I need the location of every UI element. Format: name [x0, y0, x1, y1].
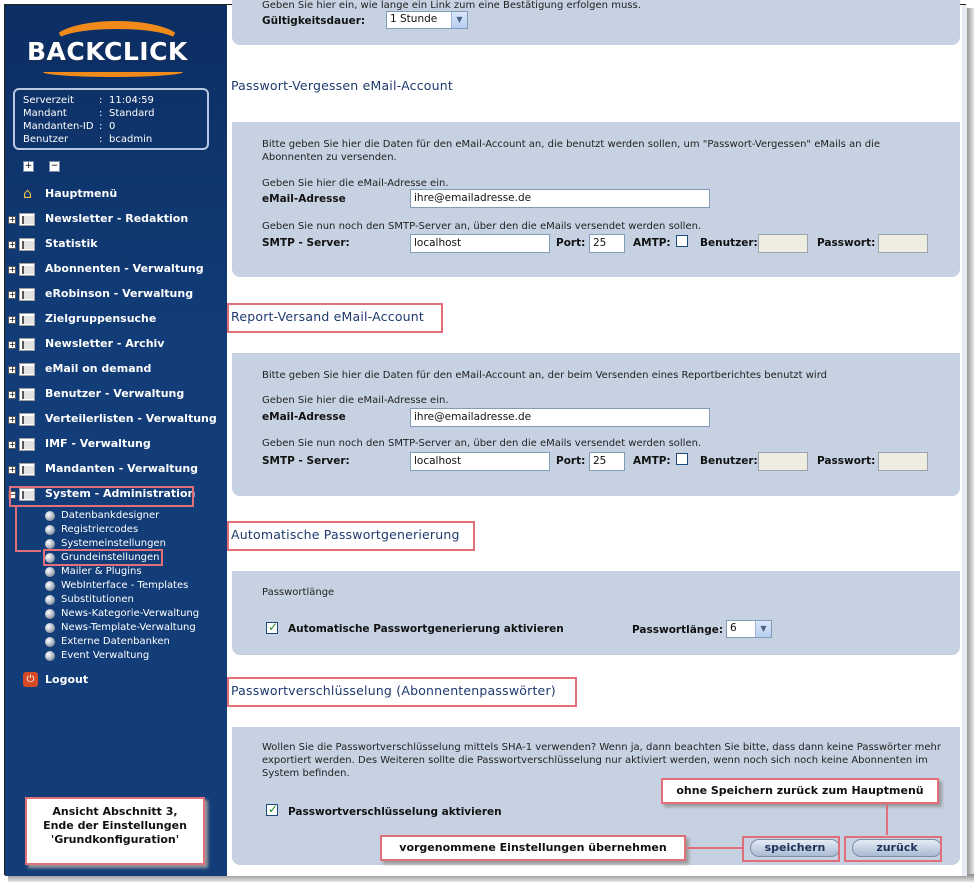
gear-icon — [45, 651, 55, 661]
expand-icon: + — [9, 365, 16, 374]
submenu-label: News-Kategorie-Verwaltung — [61, 608, 200, 619]
folder-icon — [19, 213, 35, 226]
menu-item-statistik[interactable] — [5, 235, 227, 255]
gear-icon — [45, 581, 55, 591]
menu-label: Statistik — [45, 237, 98, 250]
report-smtp-input[interactable]: localhost — [410, 452, 550, 471]
menu-label: Mandanten - Verwaltung — [45, 462, 199, 475]
submenu-label: Registriercodes — [61, 524, 139, 535]
gear-icon — [45, 525, 55, 535]
chevron-down-icon: ▼ — [755, 621, 771, 637]
logo — [23, 17, 203, 81]
amtp-label: AMTP: — [633, 455, 671, 467]
gear-icon — [45, 595, 55, 605]
encryption-checkbox-label: Passwortverschlüsselung aktivieren — [288, 806, 502, 818]
menu-item-hauptmenue[interactable] — [5, 185, 227, 205]
info-separator: : — [99, 108, 103, 119]
menu-label: eRobinson - Verwaltung — [45, 287, 194, 300]
menu-label: Logout — [45, 673, 89, 686]
menu-item-newsletter-archiv[interactable] — [5, 335, 227, 355]
menu-item-newsletter-redaktion[interactable] — [5, 210, 227, 230]
folder-icon — [19, 413, 35, 426]
report-amtp-checkbox[interactable] — [676, 453, 688, 465]
encryption-intro: Wollen Sie die Passwortverschlüsselung mittels SHA-1 verwenden? Wenn ja, dann beachten Sie bitte, dass dann keine Passwörter mehr exportiert werden. Des Weiteren sollte die Passwortverschlüsselung nur aktiviert werden, wenn noch sich noch keine Abonnenten im System befinden. — [262, 742, 941, 779]
expand-icon: + — [9, 465, 16, 474]
folder-icon — [19, 263, 35, 276]
section-title-report: Report-Versand eMail-Account — [231, 309, 425, 324]
pw-forgot-panel — [232, 122, 960, 277]
view-note-callout: Ansicht Abschnitt 3, Ende der Einstellungen 'Grundkonfiguration' — [25, 797, 205, 865]
expand-all-button[interactable]: + — [24, 161, 33, 171]
menu-label: System - Administration — [45, 487, 196, 500]
gear-icon — [45, 567, 55, 577]
menu-label: eMail on demand — [45, 362, 152, 375]
menu-label: Zielgruppensuche — [45, 312, 157, 325]
pw-length-value: 6 — [730, 622, 737, 634]
vertical-scrollbar[interactable] — [962, 5, 967, 876]
expand-icon: + — [9, 290, 16, 299]
sidebar — [5, 5, 227, 876]
validity-value: 1 Stunde — [390, 13, 438, 25]
expand-icon: + — [9, 340, 16, 349]
info-value: bcadmin — [109, 134, 153, 145]
highlight-grundeinstellungen — [43, 549, 163, 566]
menu-label: Abonnenten - Verwaltung — [45, 262, 204, 275]
menu-label: Benutzer - Verwaltung — [45, 387, 185, 400]
menu-item-verteilerlisten[interactable] — [5, 410, 227, 430]
info-row — [23, 94, 199, 107]
port-label: Port: — [556, 455, 586, 467]
menu-label: Hauptmenü — [45, 187, 118, 200]
annotation-arrow — [15, 507, 17, 551]
validity-select[interactable] — [386, 11, 468, 29]
validity-panel — [232, 0, 960, 45]
annotation-arrow — [886, 805, 888, 835]
info-key: Mandanten-ID — [23, 121, 94, 132]
port-label: Port: — [556, 237, 586, 249]
smtp-label: SMTP - Server: — [262, 237, 350, 249]
pw-length-label: Passwortlänge: — [632, 624, 724, 636]
info-key: Mandant — [23, 108, 67, 119]
submenu-label: Externe Datenbanken — [61, 636, 170, 647]
gear-icon — [45, 623, 55, 633]
user-label: Benutzer: — [700, 455, 758, 467]
pw-forgot-port-input[interactable]: 25 — [589, 234, 625, 253]
logo-swoosh — [43, 67, 183, 77]
expand-icon: + — [9, 440, 16, 449]
info-row — [23, 107, 199, 120]
report-port-input[interactable]: 25 — [589, 452, 625, 471]
pass-label: Passwort: — [817, 455, 876, 467]
info-row — [23, 133, 199, 146]
report-user-input[interactable] — [758, 452, 808, 471]
menu-item-mandanten[interactable] — [5, 460, 227, 480]
pw-length-select[interactable] — [726, 620, 772, 638]
validity-label: Gültigkeitsdauer: — [262, 15, 366, 27]
menu-item-imf[interactable] — [5, 435, 227, 455]
info-value: 0 — [109, 121, 116, 132]
collapse-all-button[interactable]: − — [50, 161, 59, 171]
encryption-checkbox[interactable] — [266, 804, 278, 816]
menu-item-benutzer[interactable] — [5, 385, 227, 405]
info-separator: : — [99, 134, 103, 145]
expand-icon: + — [9, 315, 16, 324]
report-panel — [232, 353, 960, 496]
email-hint: Geben Sie hier die eMail-Adresse ein. — [262, 395, 449, 406]
info-value: Standard — [109, 108, 155, 119]
pw-length-caption: Passwortlänge — [262, 587, 335, 598]
menu-label: Verteilerlisten - Verwaltung — [45, 412, 217, 425]
main-content — [227, 0, 967, 876]
save-note-callout: vorgenommene Einstellungen übernehmen — [380, 835, 686, 861]
submenu-label: Mailer & Plugins — [61, 566, 142, 577]
menu-label: Newsletter - Archiv — [45, 337, 165, 350]
info-key: Benutzer — [23, 134, 69, 145]
app-window — [4, 0, 966, 875]
submenu-label: Datenbankdesigner — [61, 510, 160, 521]
folder-icon — [19, 388, 35, 401]
pass-label: Passwort: — [817, 237, 876, 249]
pw-forgot-pass-input[interactable] — [878, 234, 928, 253]
autopw-checkbox[interactable] — [266, 622, 278, 634]
autopw-checkbox-label: Automatische Passwortgenerierung aktivieren — [288, 623, 564, 635]
gear-icon — [45, 609, 55, 619]
gear-icon — [45, 539, 55, 549]
submenu-label: News-Template-Verwaltung — [61, 622, 196, 633]
highlight-back-button — [844, 836, 942, 862]
autopw-panel — [232, 571, 960, 655]
home-icon: ⌂ — [23, 186, 32, 202]
pw-forgot-email-input[interactable]: ihre@emailadresse.de — [410, 189, 710, 208]
menu-item-zielgruppensuche[interactable] — [5, 310, 227, 330]
menu-item-email-on-demand[interactable] — [5, 360, 227, 380]
email-hint: Geben Sie hier die eMail-Adresse ein. — [262, 178, 449, 189]
chevron-down-icon: ▼ — [451, 12, 467, 28]
submenu-label: Grundeinstellungen — [61, 552, 160, 563]
collapse-icon: − — [9, 490, 16, 499]
section-title-encryption: Passwortverschlüsselung (Abonnentenpasswörter) — [231, 683, 556, 698]
email-label: eMail-Adresse — [262, 411, 346, 423]
menu-item-abonnenten[interactable] — [5, 260, 227, 280]
section-title-autopw: Automatische Passwortgenerierung — [231, 527, 460, 542]
report-email-input[interactable]: ihre@emailadresse.de — [410, 408, 710, 427]
section-title-pw-forgot: Passwort-Vergessen eMail-Account — [231, 78, 453, 93]
pw-forgot-smtp-input[interactable]: localhost — [410, 234, 550, 253]
email-label: eMail-Adresse — [262, 193, 346, 205]
pw-forgot-user-input[interactable] — [758, 234, 808, 253]
user-label: Benutzer: — [700, 237, 758, 249]
folder-icon — [19, 438, 35, 451]
info-separator: : — [99, 95, 103, 106]
expand-icon: + — [9, 265, 16, 274]
smtp-hint: Geben Sie nun noch den SMTP-Server an, über den die eMails versendet werden sollen. — [262, 438, 702, 449]
info-value: 11:04:59 — [109, 95, 154, 106]
save-button[interactable]: speichern — [750, 839, 840, 857]
annotation-arrow — [686, 847, 742, 849]
folder-icon — [19, 463, 35, 476]
highlight-save-button — [742, 836, 840, 862]
annotation-arrow — [15, 550, 41, 552]
submenu-label: WebInterface - Templates — [61, 580, 189, 591]
pw-forgot-amtp-checkbox[interactable] — [676, 235, 688, 247]
menu-item-logout[interactable] — [5, 671, 227, 691]
info-separator: : — [99, 121, 103, 132]
menu-label: IMF - Verwaltung — [45, 437, 151, 450]
power-icon: ⏻ — [23, 672, 38, 687]
info-row — [23, 120, 199, 133]
submenu-label: Systemeinstellungen — [61, 538, 166, 549]
smtp-label: SMTP - Server: — [262, 455, 350, 467]
folder-icon — [19, 363, 35, 376]
smtp-hint: Geben Sie nun noch den SMTP-Server an, über den die eMails versendet werden sollen. — [262, 221, 702, 232]
back-button[interactable]: zurück — [852, 839, 942, 857]
folder-icon — [19, 338, 35, 351]
folder-icon — [19, 288, 35, 301]
gear-icon — [45, 511, 55, 521]
amtp-label: AMTP: — [633, 237, 671, 249]
expand-icon: + — [9, 415, 16, 424]
folder-icon — [19, 313, 35, 326]
gear-icon — [45, 637, 55, 647]
submenu-label: Event Verwaltung — [61, 650, 150, 661]
menu-item-erobinson[interactable] — [5, 285, 227, 305]
expand-icon: + — [9, 390, 16, 399]
pw-forgot-intro: Bitte geben Sie hier die Daten für den eMail-Account an, die benutzt werden sollen, um "Passwort-Vergessen" eMails an die Abonnenten zu versenden. — [262, 139, 880, 163]
logo-text: BACKCLICK — [27, 37, 188, 66]
back-note-callout: ohne Speichern zurück zum Hauptmenü — [661, 778, 939, 804]
highlight-system-administration — [9, 486, 194, 507]
expand-icon: + — [9, 215, 16, 224]
expand-icon: + — [9, 240, 16, 249]
server-info-box — [13, 88, 209, 150]
menu-label: Newsletter - Redaktion — [45, 212, 189, 225]
top-cut-text: Geben Sie hier ein, wie lange ein Link zum eine Bestätigung erfolgen muss. — [262, 0, 641, 11]
frame-shadow-right — [966, 8, 974, 878]
report-pass-input[interactable] — [878, 452, 928, 471]
submenu-label: Substitutionen — [61, 594, 134, 605]
report-intro: Bitte geben Sie hier die Daten für den eMail-Account an, der beim Versenden eines Reportberichtes benutzt wird — [262, 370, 827, 381]
folder-icon — [19, 238, 35, 251]
info-key: Serverzeit — [23, 95, 74, 106]
